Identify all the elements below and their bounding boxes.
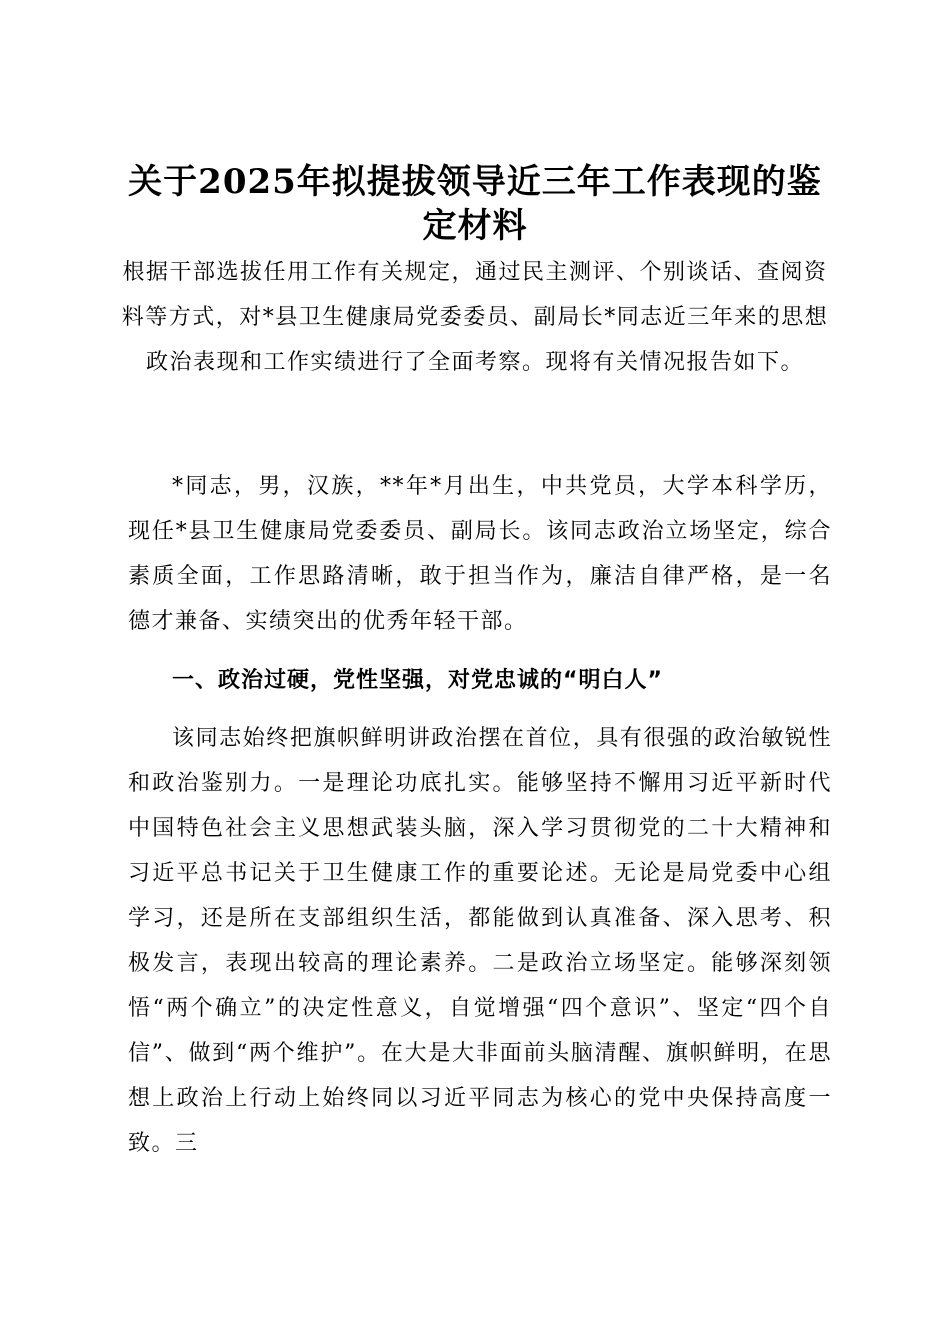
- document-title: 关于2025年拟提拔领导近三年工作表现的鉴定材料: [128, 162, 822, 246]
- intro-paragraph: 根据干部选拔任用工作有关规定，通过民主测评、个别谈话、查阅资料等方式，对*县卫生健康局党委委员、副局长*同志近三年来的思想政治表现和工作实绩进行了全面考察。现将有关情况报告如下。: [121, 260, 829, 375]
- section-paragraph: 该同志始终把旗帜鲜明讲政治摆在首位，具有很强的政治敏锐性和政治鉴别力。一是理论功底扎实。能够坚持不懈用习近平新时代中国特色社会主义思想武装头脑，深入学习贯彻党的二十大精神和习近平总书记关于卫生健康工作的重要论述。无论是局党委中心组学习，还是所在支部组织生活，都能做到认真准备、深入思考、积极发言，表现出较高的理论素养。二是政治立场坚定。能够深刻领悟“两个确立”的决定性意义，自觉增强“四个意识”、坚定“四个自信”、做到“两个维护”。在大是大非面前头脑清醒、旗帜鲜明，在思想上政治上行动上始终同以习近平同志为核心的党中央保持高度一致。三: [128, 726, 832, 1156]
- profile-paragraph: *同志，男，汉族，**年*月出生，中共党员，大学本科学历，现任*县卫生健康局党委委员、副局长。该同志政治立场坚定，综合素质全面，工作思路清晰，敢于担当作为，廉洁自律严格，是一名德才兼备、实绩突出的优秀年轻干部。: [128, 474, 832, 634]
- section-heading: 一、政治过硬，党性坚强，对党忠诚的“明白人”: [172, 668, 663, 693]
